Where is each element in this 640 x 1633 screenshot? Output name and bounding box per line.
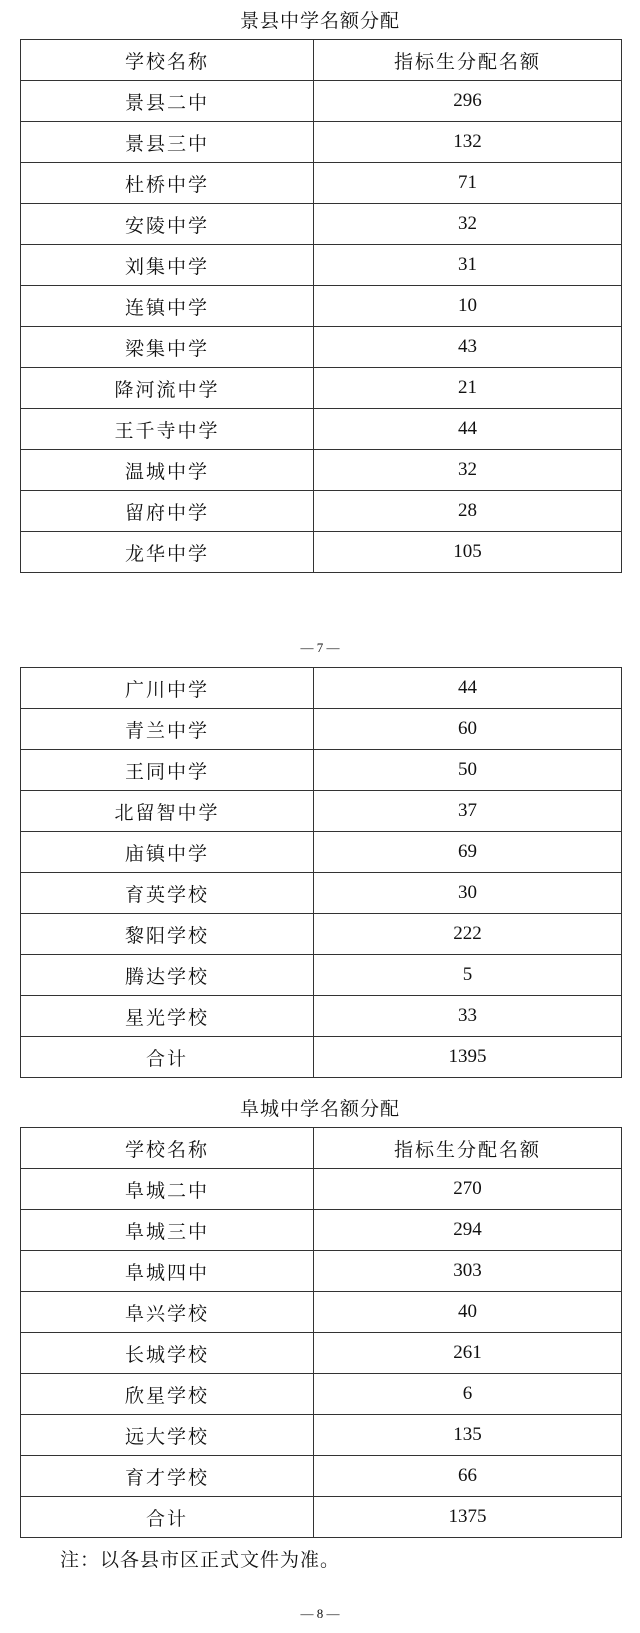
footnote: 注：以各县市区正式文件为准。 xyxy=(60,1549,341,1571)
quota-value: 132 xyxy=(314,122,622,163)
quota-value: 5 xyxy=(314,955,622,996)
school-name: 腾达学校 xyxy=(21,955,314,996)
page-number: — 8 — xyxy=(300,1606,340,1621)
table-row xyxy=(21,709,622,750)
quota-value: 6 xyxy=(314,1374,622,1415)
quota-value: 10 xyxy=(314,286,622,327)
quota-value: 294 xyxy=(314,1210,622,1251)
table-row xyxy=(21,81,622,122)
table-row xyxy=(21,450,622,491)
school-name: 连镇中学 xyxy=(21,286,314,327)
quota-value: 28 xyxy=(314,491,622,532)
table-row xyxy=(21,1169,622,1210)
section1-cont-table xyxy=(20,667,622,1078)
header-quota: 指标生分配名额 xyxy=(314,40,622,81)
quota-value: 44 xyxy=(314,409,622,450)
total-row xyxy=(21,1037,622,1078)
quota-value: 33 xyxy=(314,996,622,1037)
table-row xyxy=(21,1374,622,1415)
school-name: 梁集中学 xyxy=(21,327,314,368)
school-name: 育英学校 xyxy=(21,873,314,914)
total-value: 1375 xyxy=(314,1497,622,1538)
table-row xyxy=(21,791,622,832)
table-row xyxy=(21,668,622,709)
table-row xyxy=(21,409,622,450)
table-row xyxy=(21,1292,622,1333)
quota-value: 32 xyxy=(314,450,622,491)
school-name: 安陵中学 xyxy=(21,204,314,245)
quota-value: 66 xyxy=(314,1456,622,1497)
school-name: 阜城二中 xyxy=(21,1169,314,1210)
table-header-row xyxy=(21,40,622,81)
school-name: 阜城三中 xyxy=(21,1210,314,1251)
quota-value: 222 xyxy=(314,914,622,955)
total-row xyxy=(21,1497,622,1538)
school-name: 广川中学 xyxy=(21,668,314,709)
school-name: 欣星学校 xyxy=(21,1374,314,1415)
school-name: 阜兴学校 xyxy=(21,1292,314,1333)
section1-table xyxy=(20,39,622,573)
table-row xyxy=(21,1415,622,1456)
quota-value: 261 xyxy=(314,1333,622,1374)
table-row xyxy=(21,1251,622,1292)
quota-value: 105 xyxy=(314,532,622,573)
school-name: 王千寺中学 xyxy=(21,409,314,450)
quota-value: 303 xyxy=(314,1251,622,1292)
school-name: 远大学校 xyxy=(21,1415,314,1456)
table-header-row xyxy=(21,1128,622,1169)
section1-title: 景县中学名额分配 xyxy=(239,10,400,32)
school-name: 刘集中学 xyxy=(21,245,314,286)
table-row xyxy=(21,245,622,286)
page-number: — 7 — xyxy=(300,640,340,655)
school-name: 降河流中学 xyxy=(21,368,314,409)
table-row xyxy=(21,163,622,204)
table-row xyxy=(21,914,622,955)
school-name: 阜城四中 xyxy=(21,1251,314,1292)
quota-value: 71 xyxy=(314,163,622,204)
quota-value: 69 xyxy=(314,832,622,873)
school-name: 北留智中学 xyxy=(21,791,314,832)
quota-value: 30 xyxy=(314,873,622,914)
school-name: 星光学校 xyxy=(21,996,314,1037)
table-row xyxy=(21,286,622,327)
quota-value: 32 xyxy=(314,204,622,245)
table-row xyxy=(21,532,622,573)
school-name: 庙镇中学 xyxy=(21,832,314,873)
header-school: 学校名称 xyxy=(21,40,314,81)
school-name: 留府中学 xyxy=(21,491,314,532)
header-quota: 指标生分配名额 xyxy=(314,1128,622,1169)
quota-value: 135 xyxy=(314,1415,622,1456)
total-label: 合计 xyxy=(21,1037,314,1078)
table-row xyxy=(21,327,622,368)
school-name: 王同中学 xyxy=(21,750,314,791)
quota-value: 296 xyxy=(314,81,622,122)
table-row xyxy=(21,750,622,791)
section2-table xyxy=(20,1127,622,1538)
table-row xyxy=(21,1333,622,1374)
school-name: 龙华中学 xyxy=(21,532,314,573)
table-row xyxy=(21,1456,622,1497)
school-name: 杜桥中学 xyxy=(21,163,314,204)
school-name: 黎阳学校 xyxy=(21,914,314,955)
quota-value: 270 xyxy=(314,1169,622,1210)
header-school: 学校名称 xyxy=(21,1128,314,1169)
table-row xyxy=(21,832,622,873)
school-name: 青兰中学 xyxy=(21,709,314,750)
school-name: 长城学校 xyxy=(21,1333,314,1374)
section2-title: 阜城中学名额分配 xyxy=(239,1098,400,1120)
quota-value: 50 xyxy=(314,750,622,791)
total-label: 合计 xyxy=(21,1497,314,1538)
table-row xyxy=(21,491,622,532)
table-row xyxy=(21,204,622,245)
table-row xyxy=(21,996,622,1037)
table-row xyxy=(21,122,622,163)
quota-value: 43 xyxy=(314,327,622,368)
quota-value: 37 xyxy=(314,791,622,832)
total-value: 1395 xyxy=(314,1037,622,1078)
quota-value: 21 xyxy=(314,368,622,409)
quota-value: 60 xyxy=(314,709,622,750)
table-row xyxy=(21,368,622,409)
school-name: 育才学校 xyxy=(21,1456,314,1497)
table-row xyxy=(21,873,622,914)
quota-value: 31 xyxy=(314,245,622,286)
school-name: 景县三中 xyxy=(21,122,314,163)
table-row xyxy=(21,1210,622,1251)
school-name: 温城中学 xyxy=(21,450,314,491)
quota-value: 40 xyxy=(314,1292,622,1333)
quota-value: 44 xyxy=(314,668,622,709)
table-row xyxy=(21,955,622,996)
school-name: 景县二中 xyxy=(21,81,314,122)
